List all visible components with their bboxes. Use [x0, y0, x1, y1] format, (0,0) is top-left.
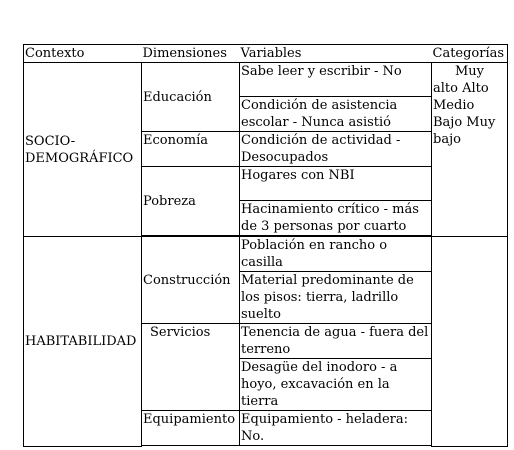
- variable-actividad: Condición de actividad - Desocupados: [240, 132, 432, 167]
- indicators-table: [23, 44, 508, 447]
- dimension-economia: Economía: [142, 132, 240, 167]
- header-row: [24, 45, 508, 63]
- dimension-educacion-label: Educación: [143, 89, 212, 105]
- dimension-pobreza-label: Pobreza: [143, 193, 196, 209]
- dimension-servicios-label: Servicios: [150, 325, 211, 340]
- table-row: [24, 237, 508, 272]
- dimension-equipamiento: Equipamiento: [142, 411, 240, 446]
- header-dimensiones: Dimensiones: [142, 45, 240, 63]
- variable-sabe-leer: Sabe leer y escribir - No: [240, 63, 432, 97]
- variable-rancho: Población en rancho o casilla: [240, 237, 432, 272]
- context-habitabilidad: [24, 237, 142, 447]
- categories-cell: [432, 63, 508, 237]
- variable-hacinamiento: Hacinamiento crítico - más de 3 personas por cuarto: [240, 201, 432, 236]
- dimension-educacion: [142, 63, 240, 132]
- header-categorias: Categorías: [432, 45, 508, 63]
- dimension-servicios: [142, 324, 240, 411]
- categories-empty-cell: [432, 237, 508, 447]
- variable-desague: Desagüe del inodoro - a hoyo, excavación en la tierra: [240, 359, 432, 411]
- context-habitabilidad-label: HABITABILIDAD: [25, 333, 137, 349]
- context-socio-demografico: [24, 63, 142, 237]
- dimension-construccion: [142, 237, 240, 324]
- header-variables: Variables: [240, 45, 432, 63]
- variable-agua: Tenencia de agua - fuera del terreno: [240, 324, 432, 359]
- variable-asistencia: Condición de asistencia escolar - Nunca asistió: [240, 97, 432, 132]
- header-contexto: Contexto: [24, 45, 142, 63]
- variable-material-pisos: Material predominante de los pisos: tierra, ladrillo suelto: [240, 272, 432, 324]
- table-row: [24, 63, 508, 97]
- context-socio-label: SOCIO-DEMOGRÁFICO: [25, 133, 134, 166]
- variable-heladera: Equipamiento - heladera: No.: [240, 411, 432, 446]
- dimension-construccion-label: Construcción: [143, 272, 231, 288]
- categories-text: Muy alto Alto Medio Bajo Muy bajo: [433, 64, 496, 147]
- dimension-pobreza: [142, 167, 240, 236]
- variable-nbi: Hogares con NBI: [240, 167, 432, 201]
